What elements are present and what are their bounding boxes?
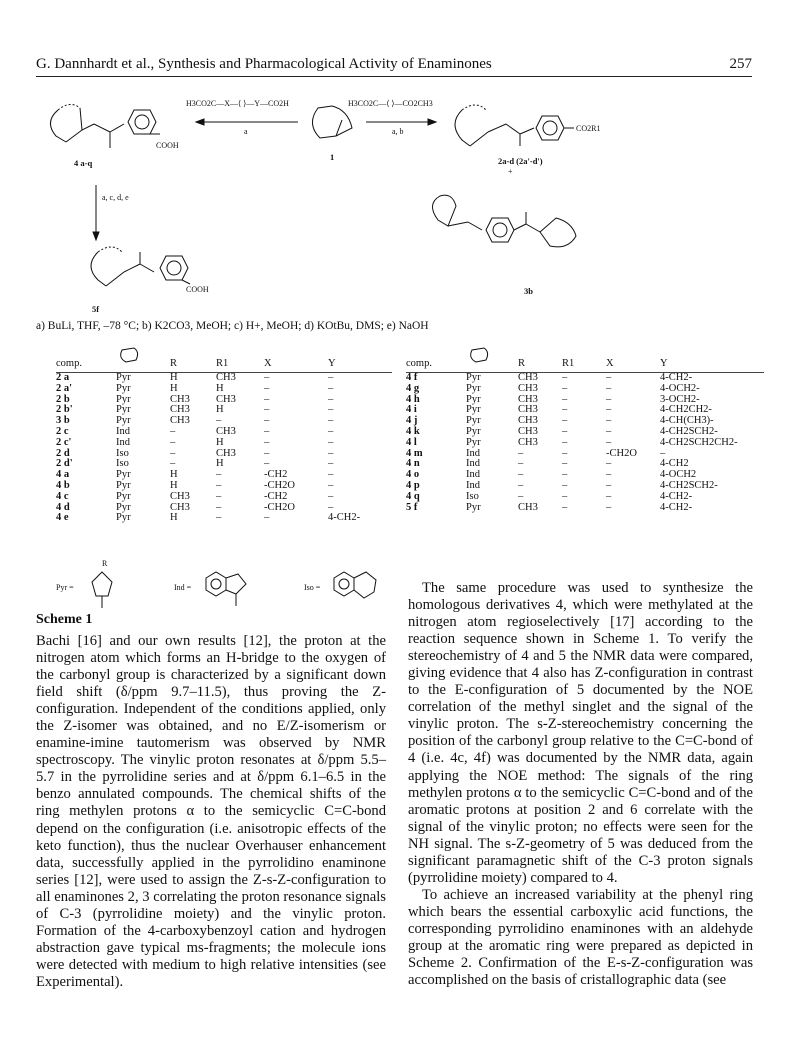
table-cell: – [562,479,568,491]
table-cell: – [216,479,222,491]
table-cell: – [216,469,222,481]
table-cell: – [562,404,568,416]
table-cell: 4 h [406,393,420,405]
table-cell: Ind [116,425,130,437]
table-cell: – [606,415,612,427]
table-cell: CH3 [216,393,236,405]
table-cell: CH3 [170,404,190,416]
table-cell: – [328,458,334,470]
table-cell: – [170,436,176,448]
table-cell: 4 k [406,425,420,437]
table-cell: H [170,372,178,383]
reaction-conditions: a) BuLi, THF, –78 °C; b) K2CO3, MeOH; c) H+, MeOH; d) KOtBu, DMS; e) NaOH [36,320,429,332]
table-cell: H [216,382,224,394]
scheme-1-drawing [36,80,752,318]
abbr-ind: Ind = [174,583,192,592]
reagent-right: H3CO2C—⟨ ⟩—CO2CH3 [348,99,433,108]
table-cell: Ind [466,447,480,459]
table-cell: H [216,436,224,448]
table-cell: – [606,372,612,383]
table-cell: -CH2O [264,501,295,513]
table-cell: – [562,425,568,437]
table-row [406,503,764,514]
table-cell: – [606,490,612,502]
table-cell: Ind [116,436,130,448]
table-cell: – [606,479,612,491]
table-cell: 2 b [56,393,70,405]
table-cell: Pyr [116,512,131,524]
arrow-label-a: a [244,127,248,136]
table-cell: – [264,512,270,524]
table-cell: CH3 [518,425,538,437]
table-row [56,384,392,395]
table-cell: Pyr [116,382,131,394]
abbr-iso: Iso = [304,583,321,592]
table-cell: 4 b [56,479,70,491]
table-cell: 4 o [406,469,420,481]
table-cell: – [606,425,612,437]
co2r1-label: CO2R1 [576,124,601,133]
table-cell: – [328,372,334,383]
col-header-ring [466,342,518,373]
table-row [56,427,392,438]
table-left-body [56,373,392,525]
table-cell: Pyr [116,393,131,405]
table-cell: – [562,490,568,502]
structure-compound-4 [50,104,160,148]
table-cell: 4 n [406,458,420,470]
table-row [56,459,392,470]
table-cell: 4 f [406,372,418,383]
table-cell: – [518,490,524,502]
table-cell: 4 j [406,415,418,427]
table-cell: CH3 [518,393,538,405]
table-cell: -CH2 [264,490,288,502]
table-row [56,395,392,406]
table-cell: – [562,436,568,448]
structure-compound-5f [91,247,190,286]
col-header-r1: R1 [216,342,264,373]
table-cell: 4 q [406,490,420,502]
abbr-pyr: Pyr = [56,583,74,592]
pyrrolidine-ring [92,572,112,596]
table-cell: Pyr [116,415,131,427]
table-cell: – [562,415,568,427]
table-cell: – [606,458,612,470]
table-row [406,481,764,492]
structure-compound-2 [455,105,574,146]
table-cell: CH3 [518,382,538,394]
ring-icon [466,344,494,366]
table-cell: – [328,479,334,491]
table-cell: 2 a [56,372,70,383]
table-cell: CH3 [518,436,538,448]
table-cell: – [264,372,270,383]
table-cell: – [216,501,222,513]
table-cell: – [264,415,270,427]
table-cell: – [216,512,222,524]
table-cell: – [328,393,334,405]
indole-benzo-ring [206,572,226,596]
table-cell: Pyr [116,469,131,481]
table-cell: -CH2O [606,447,637,459]
scheme-caption: Scheme 1 [36,612,93,627]
structure-compound-1 [312,106,352,138]
table-cell: – [328,404,334,416]
table-cell: Pyr [466,436,481,448]
table-cell: – [170,447,176,459]
table-cell: Pyr [116,372,131,383]
table-cell: – [328,415,334,427]
table-row [406,492,764,503]
col-header-ring [116,342,170,373]
table-cell: – [660,447,666,459]
table-cell: CH3 [518,404,538,416]
table-cell: 2 c [56,425,69,437]
table-cell: 4 p [406,479,420,491]
table-row [406,459,764,470]
table-cell: 4-CH2- [660,501,693,513]
table-cell: – [562,372,568,383]
table-cell: 2 a' [56,382,73,394]
table-cell: 2 d' [56,458,73,470]
table-row [56,438,392,449]
cooh-5f: COOH [186,285,209,294]
col-header-x: X [606,342,660,373]
table-row [56,449,392,460]
structure-compound-3b [432,195,576,247]
abbreviation-structures [56,560,396,615]
table-cell: H [170,382,178,394]
table-cell: – [606,382,612,394]
col-header-r: R [518,342,562,373]
table-cell: 4-CH2 [660,458,689,470]
table-cell: – [328,425,334,437]
table-cell: CH3 [216,372,236,383]
table-cell: Pyr [466,382,481,394]
table-cell: CH3 [518,501,538,513]
table-row [56,513,392,524]
plus-sign: + [508,167,513,176]
table-cell: H [170,469,178,481]
running-header [36,56,752,77]
ring-icon [116,344,144,366]
table-cell: Iso [116,447,129,459]
col-header-comp: comp. [406,342,466,373]
label-compound-2: 2a-d (2a'-d') [498,156,543,166]
table-cell: 4-OCH2- [660,382,700,394]
table-cell: Pyr [466,393,481,405]
col-header-r: R [170,342,216,373]
table-cell: – [606,469,612,481]
table-row [56,405,392,416]
table-cell: – [264,393,270,405]
table-cell: Pyr [466,372,481,383]
table-cell: 4 a [56,469,70,481]
table-cell: – [264,458,270,470]
table-cell: 4-CH2- [328,512,361,524]
table-cell: – [518,447,524,459]
table-cell: – [264,447,270,459]
table-cell: CH3 [216,425,236,437]
cooh-4: COOH [156,141,179,150]
table-cell: – [264,382,270,394]
table-cell: 4 l [406,436,417,448]
table-cell: CH3 [518,415,538,427]
arrow-label-ab: a, b [392,127,404,136]
table-cell: – [518,479,524,491]
table-cell: 4 c [56,490,69,502]
table-cell: Pyr [116,404,131,416]
table-cell: – [606,501,612,513]
table-cell: – [606,393,612,405]
table-cell: – [562,382,568,394]
table-row [56,470,392,481]
table-cell: 4-CH2SCH2- [660,479,718,491]
table-cell: – [562,469,568,481]
table-cell: 4-CH2CH2- [660,404,712,416]
table-cell: – [170,425,176,437]
table-row [406,438,764,449]
table-row [406,384,764,395]
table-cell: H [216,404,224,416]
table-cell: 5 f [406,501,418,513]
table-cell: 4 e [56,512,69,524]
paragraph: Bachi [16] and our own results [12], the proton at the nitrogen atom which forms an H-bridge to the oxygen of the carbonyl group is characterized by a significant down field shift (δ/ppm 9.7–11.5), thus proving the Z-configuration. Independent of the conditions applied, only the Z-isomer was obtained, and no E/Z-isomerism or enamine-imine tautomerism was observed by NMR spectroscopy. The vinylic proton resonates at δ/ppm 5.5–5.7 in the pyrrolidine series and at δ/ppm 6.1–6.5 in the benzo annulated compounds. The chemical shifts of the ring methylen protons α to the semicyclic C=C-bond depend on the configuration (i.e. anisotropic effects of the keto function), thus the nuclear Overhauser enhancement data, successfully applied in the pyrrolidino enaminone series [12], were used to assign the Z-s-Z-configuration to all enaminones 2, 3 correlating the proton resonance signals of C-3 (pyrrolidine moiety) and the vinylic proton. Formation of the 4-carboxybenzoyl cation and hydrogen abstraction gave typical ms-fragments; the molecule ions were detected with medium to high relative intensities (see Experimental). [36,633,386,990]
table-cell: – [264,425,270,437]
table-cell: – [170,458,176,470]
table-cell: 2 d [56,447,70,459]
col-header-r1: R1 [562,342,606,373]
table-cell: 4-CH2SCH2- [660,425,718,437]
table-cell: – [562,501,568,513]
table-cell: CH3 [170,393,190,405]
label-compound-5f: 5f [92,304,100,314]
table-cell: – [518,458,524,470]
col-header-y: Y [660,342,764,373]
table-cell: Iso [466,490,479,502]
table-cell: – [328,436,334,448]
table-cell: – [562,393,568,405]
isoquinoline-ring [334,572,354,596]
table-cell: 4-CH2SCH2CH2- [660,436,738,448]
table-cell: – [216,490,222,502]
table-cell: CH3 [216,447,236,459]
table-cell: H [170,479,178,491]
table-cell: Pyr [116,479,131,491]
running-title: G. Dannhardt et al., Synthesis and Pharmacological Activity of Enaminones [36,56,492,72]
arrow-label-down: a, c, d, e [102,193,129,202]
label-compound-1: 1 [330,152,335,162]
table-cell: Ind [466,479,480,491]
table-row [406,373,764,384]
table-cell: 3 b [56,415,70,427]
table-cell: 4 g [406,382,420,394]
table-row [56,492,392,503]
table-cell: – [606,404,612,416]
table-cell: 2 b' [56,404,73,416]
col-header-x: X [264,342,328,373]
table-cell: Pyr [116,490,131,502]
table-row [56,373,392,384]
table-cell: – [518,469,524,481]
table-cell: CH3 [518,372,538,383]
table-cell: 4-CH(CH3)- [660,415,714,427]
table-cell: – [606,436,612,448]
table-cell: – [562,447,568,459]
table-cell: – [264,436,270,448]
paragraph: The same procedure was used to synthesize the homologous derivatives 4, which were methylated at the nitrogen atom regioselectively [17] according to the reaction sequence shown in Scheme 1. To verify the stereochemistry of 4 and 5 the NMR data were compared, giving evidence that 4 also has Z-configuration in contrast to the E-configuration of 5 documented by the NOE correlation of the methyl singlet and the signal of the vinylic proton. The s-Z-stereochemistry concerning the position of the carbonyl group relative to the C=C-bond of 4 (i.e. 4c, 4f) was documented by the NMR data, again applying the NOE method: The signals of the ring methylen protons α to the semicyclic C=C-bond and of the aromatic protons at position 2 and 6 correlate with the signal of the vinylic proton; no effects were seen for the NH signal. The s-Z-geometry of 5 was deduced from the significant paramagnetic shift of the C-3 proton signals (pyrrolidine moiety) compared to 4. [408,580,753,886]
compound-table-right [406,342,764,513]
table-cell: – [264,404,270,416]
table-cell: CH3 [170,490,190,502]
table-cell: -CH2 [264,469,288,481]
table-cell: 4-CH2- [660,490,693,502]
table-cell: Iso [116,458,129,470]
table-cell: – [328,501,334,513]
abbr-r-label: R [102,560,108,568]
label-compound-4: 4 a-q [74,158,93,168]
table-cell: H [216,458,224,470]
table-cell: 4 i [406,404,417,416]
table-cell: 4 d [56,501,70,513]
reagent-top: H3CO2C—X—⟨ ⟩—Y—CO2H [186,99,289,108]
table-cell: 4-CH2- [660,372,693,383]
body-column-left [36,633,386,991]
table-cell: 4-OCH2 [660,469,697,481]
table-cell: Ind [466,458,480,470]
label-compound-3b: 3b [524,286,533,296]
table-cell: CH3 [170,415,190,427]
table-cell: – [216,415,222,427]
table-cell: – [562,458,568,470]
table-cell: 2 c' [56,436,72,448]
col-header-comp: comp. [56,342,116,373]
table-cell: -CH2O [264,479,295,491]
table-cell: – [328,469,334,481]
table-cell: Pyr [466,404,481,416]
table-row [406,449,764,460]
table-right-body [406,373,764,514]
table-cell: Ind [466,469,480,481]
paragraph: To achieve an increased variability at the phenyl ring which bears the essential carboxylic acid functions, the corresponding pyrrolidino enaminones with an aldehyde group at the aromatic ring were prepared as depicted in Scheme 2. Confirmation of the E-s-Z-configuration was accomplished on the basis of cristallographic data (see [408,886,753,989]
compound-table-left [56,342,392,524]
table-cell: Pyr [466,415,481,427]
body-column-right [408,580,753,989]
table-cell: CH3 [170,501,190,513]
table-cell: 4 m [406,447,423,459]
page-number: 257 [729,56,752,72]
table-cell: H [170,512,178,524]
table-cell: 3-OCH2- [660,393,700,405]
table-cell: Pyr [466,425,481,437]
table-cell: Pyr [116,501,131,513]
table-cell: – [328,447,334,459]
table-cell: Pyr [466,501,481,513]
col-header-y: Y [328,342,392,373]
table-cell: – [328,382,334,394]
table-row [56,481,392,492]
table-cell: – [328,490,334,502]
